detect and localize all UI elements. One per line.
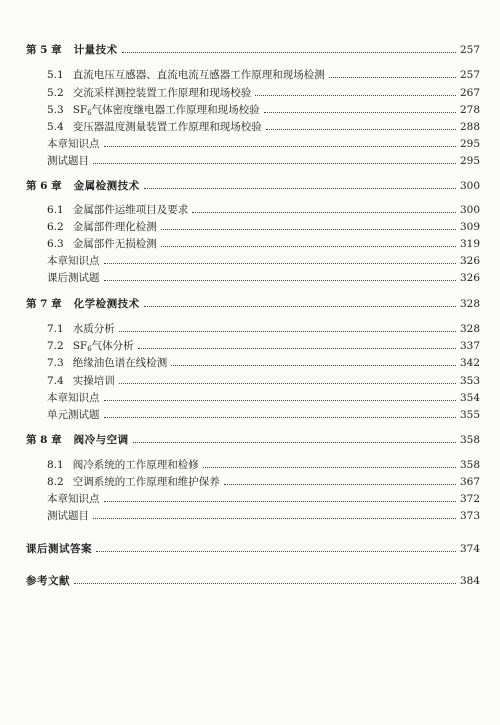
item-title: 本章知识点 bbox=[47, 493, 100, 505]
page-number: 257 bbox=[459, 69, 480, 81]
section-number: 7.4 bbox=[47, 375, 64, 387]
section-number: 7.2 bbox=[47, 340, 64, 352]
dot-leader bbox=[93, 163, 456, 164]
item-title: 本章知识点 bbox=[47, 255, 100, 267]
toc-chapter-7[interactable] bbox=[26, 293, 480, 311]
toc-references[interactable] bbox=[26, 570, 480, 588]
dot-leader bbox=[144, 306, 456, 307]
section-number: 7.1 bbox=[47, 323, 64, 335]
toc-item-knowledge-points[interactable] bbox=[47, 488, 480, 506]
toc-section-6-1[interactable] bbox=[47, 199, 480, 217]
dot-leader bbox=[171, 365, 456, 366]
dot-leader bbox=[224, 484, 456, 485]
toc-item-after-class-test[interactable] bbox=[47, 267, 480, 285]
dot-leader bbox=[161, 229, 456, 230]
formula-sf: SF bbox=[72, 104, 88, 116]
item-title: 单元测试题 bbox=[47, 409, 100, 421]
item-title: 参考文献 bbox=[26, 575, 70, 587]
section-number: 6.1 bbox=[47, 204, 64, 216]
item-title: 本章知识点 bbox=[47, 138, 100, 150]
page-number: 374 bbox=[459, 543, 480, 555]
toc-item-knowledge-points[interactable] bbox=[47, 387, 480, 405]
section-title: 实操培训 bbox=[72, 375, 115, 387]
page-number: 326 bbox=[459, 255, 480, 267]
dot-leader bbox=[96, 551, 456, 552]
dot-leader bbox=[104, 417, 456, 418]
section-number: 5.2 bbox=[47, 87, 64, 99]
page-number: 295 bbox=[459, 138, 480, 150]
dot-leader bbox=[329, 77, 456, 78]
section-number: 5.1 bbox=[47, 69, 64, 81]
dot-leader bbox=[133, 442, 456, 443]
chapter-title: 计量技术 bbox=[73, 44, 118, 56]
toc-section-6-2[interactable] bbox=[47, 216, 480, 234]
chapter-number: 第 7 章 bbox=[26, 298, 62, 310]
page-number: 257 bbox=[459, 44, 480, 56]
page-number: 278 bbox=[459, 104, 480, 116]
section-title-rest: 气体密度继电器工作原理和现场校验 bbox=[91, 104, 260, 116]
page-number: 342 bbox=[459, 357, 480, 369]
dot-leader bbox=[266, 129, 456, 130]
dot-leader bbox=[74, 583, 456, 584]
dot-leader bbox=[122, 52, 456, 53]
section-title: 金属部件运维项目及要求 bbox=[72, 204, 189, 216]
section-title bbox=[73, 339, 134, 353]
dot-leader bbox=[144, 188, 456, 189]
page-number: 367 bbox=[459, 476, 480, 488]
dot-leader bbox=[119, 383, 456, 384]
dot-leader bbox=[93, 518, 456, 519]
toc-section-5-1[interactable] bbox=[47, 64, 480, 82]
toc-item-test-questions[interactable] bbox=[47, 150, 480, 168]
toc-section-5-4[interactable] bbox=[47, 116, 480, 134]
page-number: 295 bbox=[459, 155, 480, 167]
toc-section-8-1[interactable] bbox=[47, 454, 480, 472]
toc-section-7-2[interactable] bbox=[47, 335, 480, 353]
section-title: 金属部件无损检测 bbox=[72, 238, 157, 250]
toc-section-7-4[interactable] bbox=[47, 370, 480, 388]
toc-item-knowledge-points[interactable] bbox=[47, 133, 480, 151]
dot-leader bbox=[203, 467, 456, 468]
page-number: 372 bbox=[459, 493, 480, 505]
dot-leader bbox=[255, 95, 456, 96]
item-title: 课后测试答案 bbox=[26, 543, 92, 555]
page-number: 300 bbox=[459, 180, 480, 192]
section-title: 水质分析 bbox=[72, 323, 115, 335]
section-title-rest: 气体分析 bbox=[91, 340, 134, 352]
toc-chapter-8[interactable] bbox=[26, 429, 480, 447]
page-number: 309 bbox=[459, 221, 480, 233]
dot-leader bbox=[264, 112, 456, 113]
item-title: 测试题目 bbox=[47, 155, 89, 167]
page-number: 267 bbox=[459, 87, 480, 99]
toc-section-8-2[interactable] bbox=[47, 471, 480, 489]
page-number: 337 bbox=[459, 340, 480, 352]
page-number: 300 bbox=[459, 204, 480, 216]
toc-item-knowledge-points[interactable] bbox=[47, 250, 480, 268]
dot-leader bbox=[104, 263, 456, 264]
section-title: 空调系统的工作原理和维护保养 bbox=[72, 476, 220, 488]
toc-section-7-3[interactable] bbox=[47, 352, 480, 370]
section-title: 变压器温度测量装置工作原理和现场校验 bbox=[72, 121, 262, 133]
dot-leader bbox=[138, 348, 456, 349]
page-number: 355 bbox=[459, 409, 480, 421]
dot-leader bbox=[104, 501, 456, 502]
chapter-number: 第 6 章 bbox=[26, 180, 62, 192]
dot-leader bbox=[119, 331, 456, 332]
dot-leader bbox=[192, 212, 456, 213]
chapter-title: 阀冷与空调 bbox=[73, 434, 129, 446]
section-title: 交流采样测控装置工作原理和现场校验 bbox=[72, 87, 252, 99]
section-title: 阀冷系统的工作原理和检修 bbox=[72, 459, 199, 471]
toc-item-test-questions[interactable] bbox=[47, 505, 480, 523]
toc-section-6-3[interactable] bbox=[47, 233, 480, 251]
section-number: 8.1 bbox=[47, 459, 64, 471]
page-number: 328 bbox=[459, 298, 480, 310]
section-title bbox=[73, 103, 260, 117]
page-number: 358 bbox=[459, 459, 480, 471]
page-number: 319 bbox=[459, 238, 480, 250]
page-number: 373 bbox=[459, 510, 480, 522]
page-number: 354 bbox=[459, 392, 480, 404]
section-title: 直流电压互感器、直流电流互感器工作原理和现场检测 bbox=[72, 69, 325, 81]
page-number: 384 bbox=[459, 575, 480, 587]
section-number: 6.2 bbox=[47, 221, 64, 233]
toc-chapter-6[interactable] bbox=[26, 175, 480, 193]
dot-leader bbox=[104, 280, 456, 281]
section-title: 金属部件理化检测 bbox=[72, 221, 157, 233]
section-number: 5.4 bbox=[47, 121, 64, 133]
page-number: 358 bbox=[459, 434, 480, 446]
page-number: 326 bbox=[459, 272, 480, 284]
item-title: 测试题目 bbox=[47, 510, 89, 522]
toc-answers[interactable] bbox=[26, 538, 480, 556]
toc-item-unit-test[interactable] bbox=[47, 404, 480, 422]
section-number: 8.2 bbox=[47, 476, 64, 488]
formula-subscript: 6 bbox=[87, 345, 92, 353]
toc-chapter-5[interactable] bbox=[26, 39, 480, 57]
item-title: 课后测试题 bbox=[47, 272, 100, 284]
dot-leader bbox=[104, 400, 456, 401]
page-number: 328 bbox=[459, 323, 480, 335]
chapter-title: 金属检测技术 bbox=[73, 180, 140, 192]
item-title: 本章知识点 bbox=[47, 392, 100, 404]
section-number: 5.3 bbox=[47, 104, 64, 116]
toc-section-5-2[interactable] bbox=[47, 82, 480, 100]
formula-sf: SF bbox=[72, 340, 88, 352]
dot-leader bbox=[161, 246, 456, 247]
chapter-title: 化学检测技术 bbox=[73, 298, 140, 310]
chapter-number: 第 5 章 bbox=[26, 44, 62, 56]
toc-section-7-1[interactable] bbox=[47, 318, 480, 336]
section-number: 7.3 bbox=[47, 357, 64, 369]
page-number: 288 bbox=[459, 121, 480, 133]
toc-section-5-3[interactable] bbox=[47, 99, 480, 117]
page-number: 353 bbox=[459, 375, 480, 387]
chapter-number: 第 8 章 bbox=[26, 434, 62, 446]
section-title: 绝缘油色谱在线检测 bbox=[72, 357, 168, 369]
formula-subscript: 6 bbox=[87, 109, 92, 117]
dot-leader bbox=[104, 146, 456, 147]
section-number: 6.3 bbox=[47, 238, 64, 250]
